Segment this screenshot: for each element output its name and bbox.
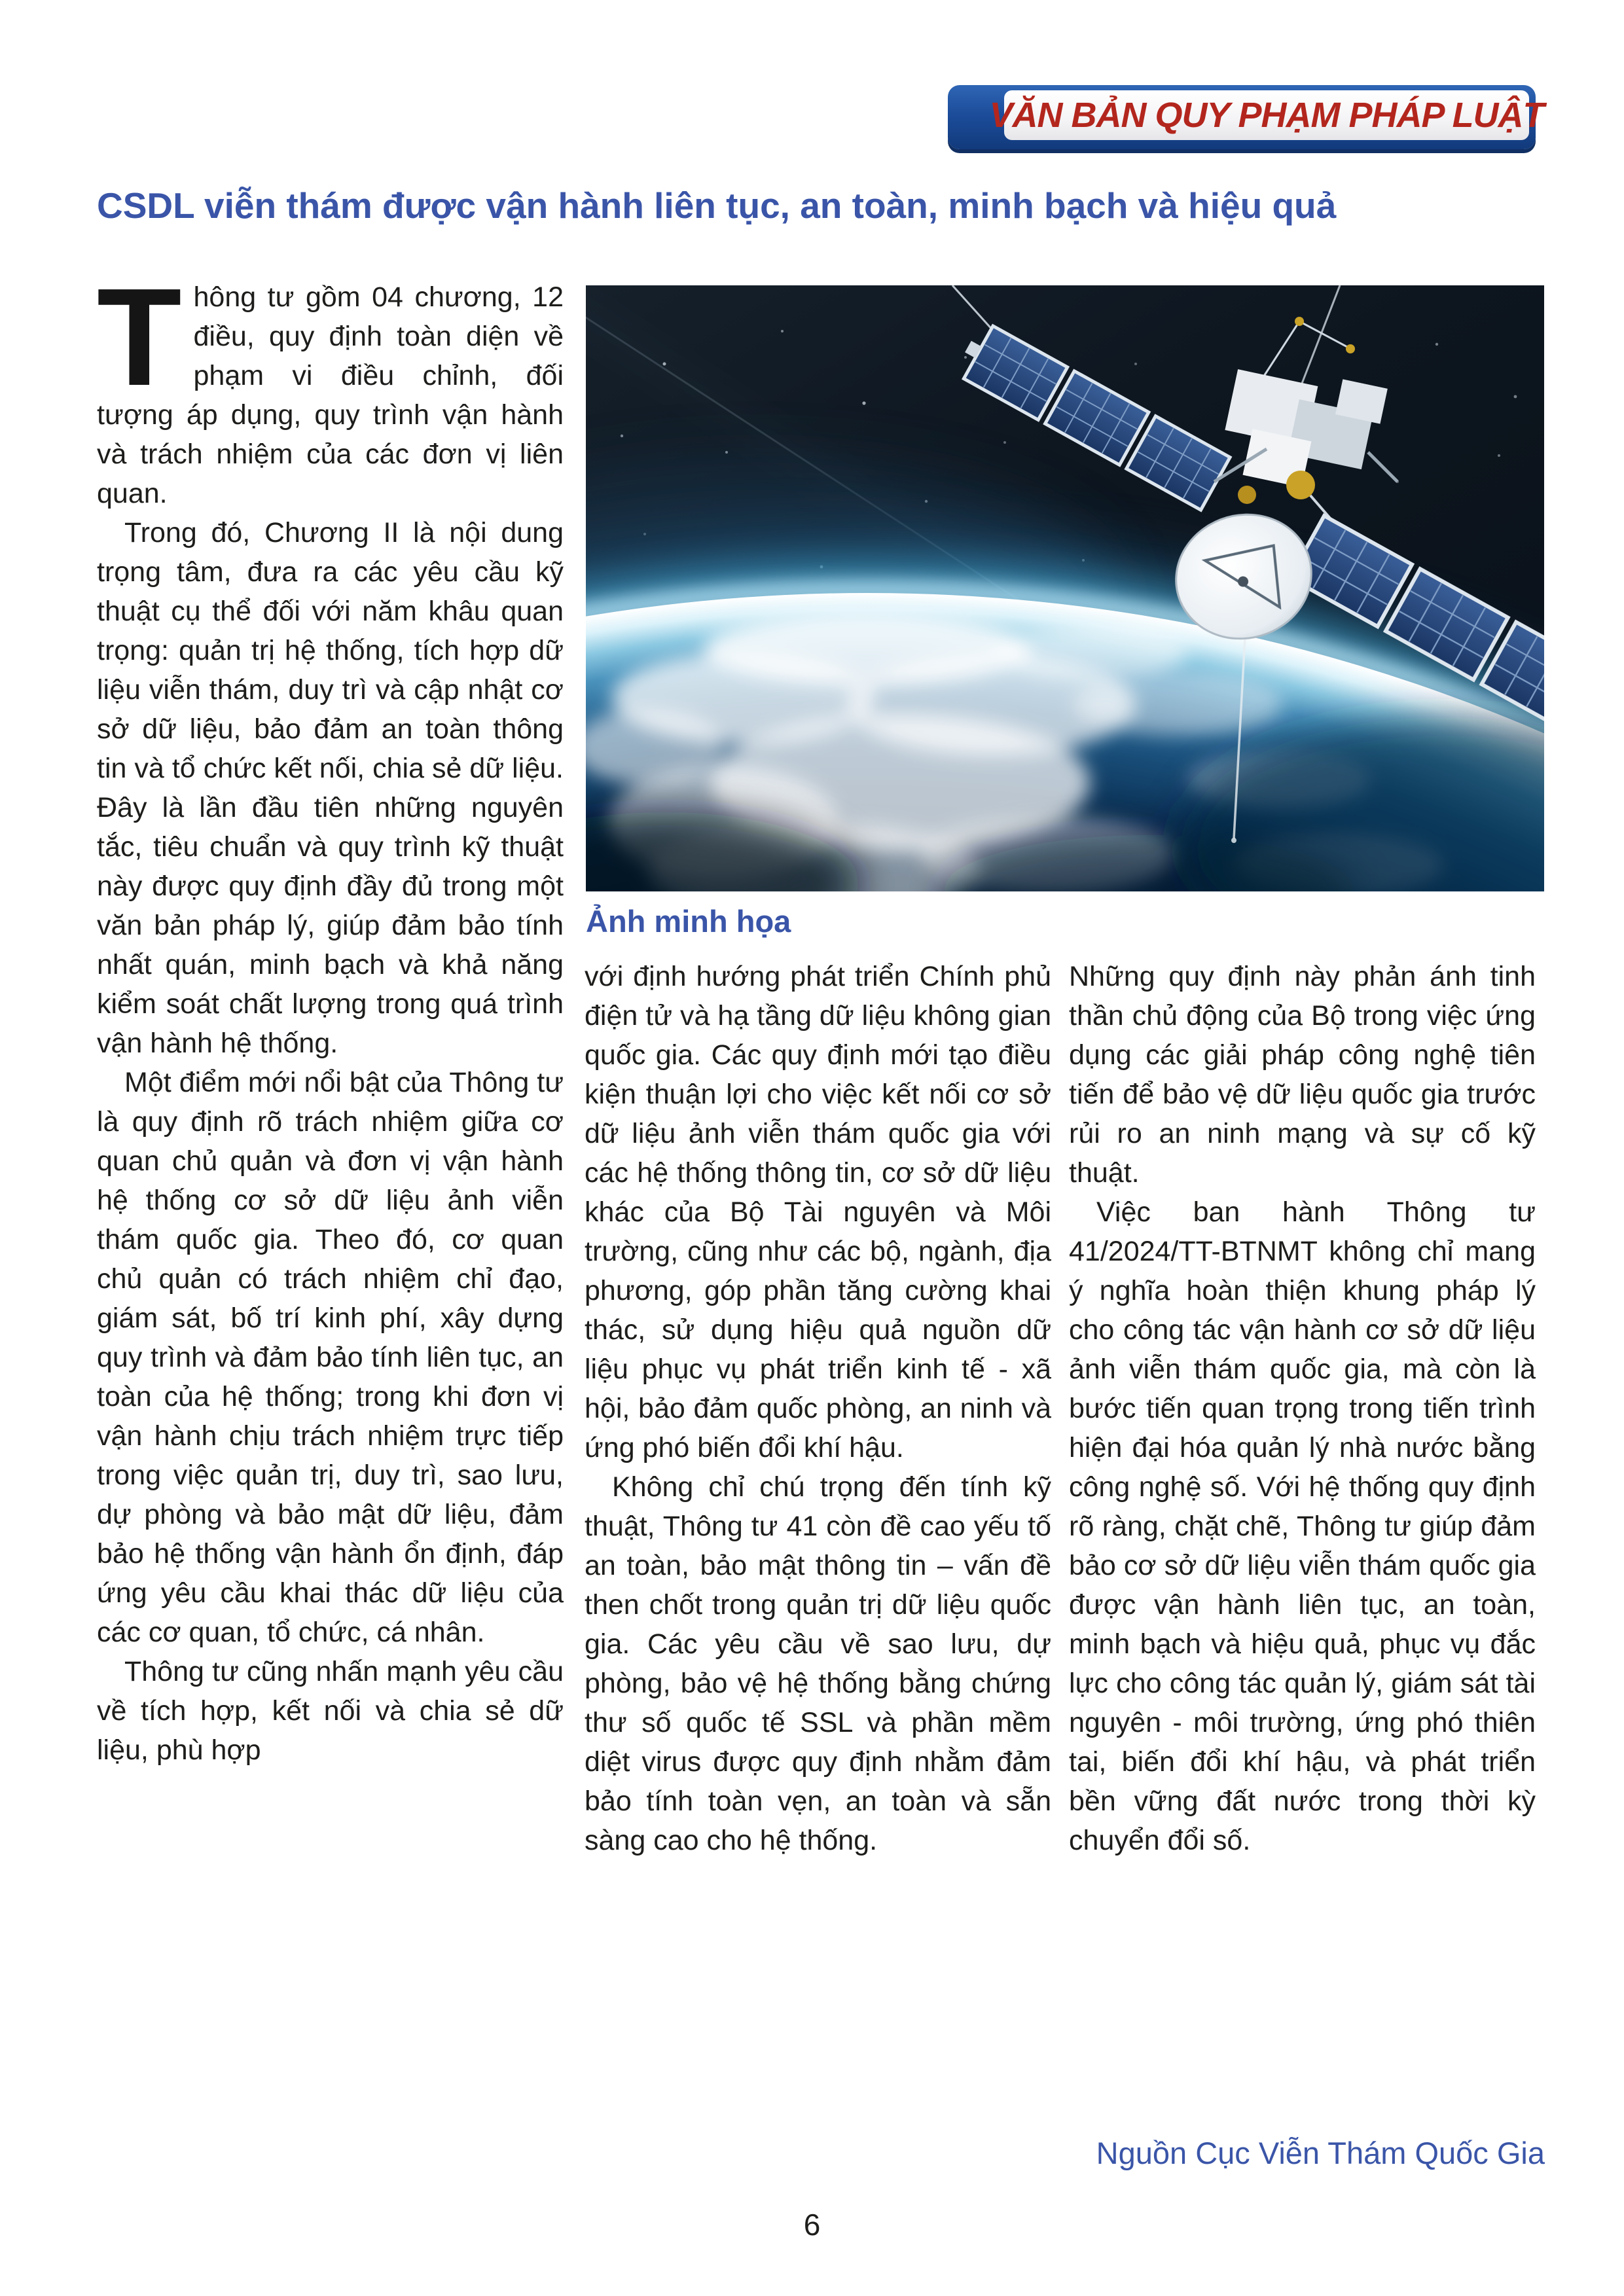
article-column-1 xyxy=(97,259,564,1770)
section-badge xyxy=(948,85,1544,149)
paragraph: Một điểm mới nổi bật của Thông tư là quy định rõ trách nhiệm giữa cơ quan chủ quản và đơn vị vận hành hệ thống cơ sở dữ liệu ảnh viễn thám quốc gia. Theo đó, cơ quan chủ quản có trách nhiệm chỉ đạo, giám sát, bố trí kinh phí, xây dựng quy trình và đảm bảo tính liên tục, an toàn của hệ thống; trong khi đơn vị vận hành chịu trách nhiệm trực tiếp trong việc quản trị, duy trì, sao lưu, dự phòng và bảo mật dữ liệu, đảm bảo hệ thống vận hành ổn định, đáp ứng yêu cầu khai thác dữ liệu của các cơ quan, tổ chức, cá nhân. xyxy=(97,1067,564,1648)
page-title: CSDL viễn thám được vận hành liên tục, an toàn, minh bạch và hiệu quả xyxy=(97,185,1337,226)
article-column-2 xyxy=(585,957,1051,1860)
satellite-earth-illustration xyxy=(586,285,1544,891)
source-credit: Nguồn Cục Viễn Thám Quốc Gia xyxy=(1096,2136,1545,2170)
article-photo xyxy=(586,285,1544,891)
drop-cap: T xyxy=(97,259,182,414)
paragraph xyxy=(97,259,564,513)
paragraph-text: hông tư gồm 04 chương, 12 điều, quy định toàn diện về phạm vi điều chỉnh, đối tượng áp dụng, quy trình vận hành và trách nhiệm của các đơn vị liên quan. xyxy=(97,281,564,509)
paragraph: Thông tư cũng nhấn mạnh yêu cầu về tích hợp, kết nối và chia sẻ dữ liệu, phù hợp xyxy=(97,1656,564,1766)
photo-caption: Ảnh minh họa xyxy=(586,904,791,939)
paragraph: Những quy định này phản ánh tinh thần chủ động của Bộ trong việc ứng dụng các giải pháp công nghệ tiên tiến để bảo vệ dữ liệu quốc gia trước rủi ro an ninh mạng và sự cố kỹ thuật. xyxy=(1069,961,1536,1189)
section-badge-label: VĂN BẢN QUY PHẠM PHÁP LUẬT xyxy=(1004,90,1529,140)
paragraph: với định hướng phát triển Chính phủ điện tử và hạ tầng dữ liệu không gian quốc gia. Các quy định mới tạo điều kiện thuận lợi cho việc kết nối cơ sở dữ liệu ảnh viễn thám quốc gia với các hệ thống thông tin, cơ sở dữ liệu khác của Bộ Tài nguyên và Môi trường, cũng như các bộ, ngành, địa phương, góp phần tăng cường khai thác, sử dụng hiệu quả nguồn dữ liệu phục vụ phát triển kinh tế - xã hội, bảo đảm quốc phòng, an ninh và ứng phó biến đổi khí hậu. xyxy=(585,961,1051,1463)
paragraph: Trong đó, Chương II là nội dung trọng tâm, đưa ra các yêu cầu kỹ thuật cụ thể đối với năm khâu quan trọng: quản trị hệ thống, tích hợp dữ liệu viễn thám, duy trì và cập nhật cơ sở dữ liệu, bảo đảm an toàn thông tin và tổ chức kết nối, chia sẻ dữ liệu. Đây là lần đầu tiên những nguyên tắc, tiêu chuẩn và quy trình kỹ thuật này được quy định đầy đủ trong một văn bản pháp lý, giúp đảm bảo tính nhất quán, minh bạch và khả năng kiểm soát chất lượng trong quá trình vận hành hệ thống. xyxy=(97,517,564,1059)
paragraph: Việc ban hành Thông tư 41/2024/TT-BTNMT không chỉ mang ý nghĩa hoàn thiện khung pháp lý cho công tác vận hành cơ sở dữ liệu ảnh viễn thám quốc gia, mà còn là bước tiến quan trọng trong tiến trình hiện đại hóa quản lý nhà nước bằng công nghệ số. Với hệ thống quy định rõ ràng, chặt chẽ, Thông tư giúp đảm bảo cơ sở dữ liệu viễn thám quốc gia được vận hành liên tục, an toàn, minh bạch và hiệu quả, phục vụ đắc lực cho công tác quản lý, giám sát tài nguyên - môi trường, ứng phó thiên tai, biến đổi khí hậu, và phát triển bền vững đất nước trong thời kỳ chuyển đổi số. xyxy=(1069,1196,1536,1856)
paragraph: Không chỉ chú trọng đến tính kỹ thuật, Thông tư 41 còn đề cao yếu tố an toàn, bảo mật thông tin – vấn đề then chốt trong quản trị dữ liệu quốc gia. Các yêu cầu về sao lưu, dự phòng, bảo vệ hệ thống bằng chứng thư số quốc tế SSL và phần mềm diệt virus được quy định nhằm đảm bảo tính toàn vẹn, an toàn và sẵn sàng cao cho hệ thống. xyxy=(585,1471,1051,1856)
article-column-3 xyxy=(1069,957,1536,1860)
page-number: 6 xyxy=(803,2208,821,2242)
